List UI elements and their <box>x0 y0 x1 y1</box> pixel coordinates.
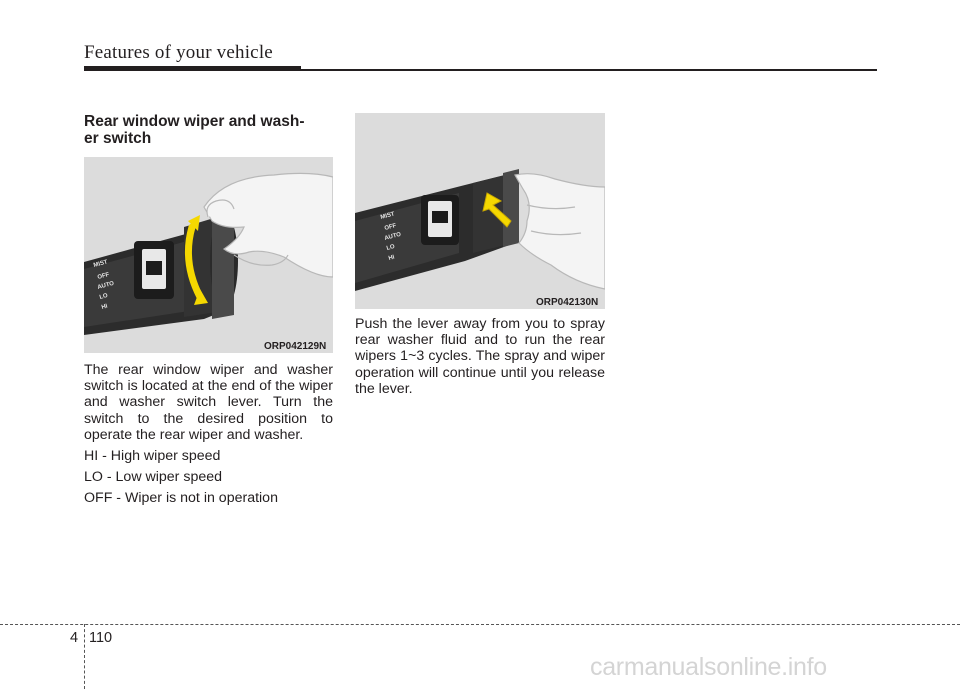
svg-text:AUTO: AUTO <box>96 280 115 291</box>
section-title <box>84 113 334 147</box>
wiper-lever-illustration <box>355 113 605 309</box>
figure-push-lever <box>355 113 605 309</box>
svg-text:MIST: MIST <box>92 259 109 269</box>
svg-text:OFF: OFF <box>96 272 111 281</box>
header-rule-thick <box>84 66 301 71</box>
svg-text:MIST: MIST <box>379 211 396 221</box>
svg-text:LO: LO <box>98 292 109 301</box>
svg-text:AUTO: AUTO <box>383 231 402 242</box>
watermark: carmanualsonline.info <box>590 653 827 681</box>
figure-code: ORP042129N <box>264 341 327 352</box>
svg-text:HI: HI <box>387 254 396 262</box>
wiper-lever-illustration <box>84 157 333 353</box>
list-item: HI - High wiper speed <box>84 448 221 464</box>
footer-divider <box>0 624 960 625</box>
figure-rotate-switch <box>84 157 333 353</box>
chapter-number: 4 <box>70 630 79 646</box>
right-paragraph: Push the lever away from you to spray rear washer fluid and to run the rear wipers 1~3 cycles. The spray and wiper operation will continue until you release the lever. <box>355 316 605 397</box>
figure-code: ORP042130N <box>536 297 599 308</box>
section-title-text: Rear window wiper and wash- er switch <box>84 113 305 147</box>
list-item: LO - Low wiper speed <box>84 469 223 485</box>
svg-text:HI: HI <box>100 303 109 311</box>
header-rule-thin <box>301 69 877 71</box>
page-number: 110 <box>89 630 113 646</box>
svg-text:LO: LO <box>385 243 396 252</box>
list-item: OFF - Wiper is not in operation <box>84 490 278 506</box>
header-title: Features of your vehicle <box>84 42 273 63</box>
svg-text:OFF: OFF <box>383 223 398 232</box>
left-paragraph: The rear window wiper and washer switch is located at the end of the wiper and washer switch lever. Turn the switch to the desired position to operate the rear wiper and washer. <box>84 362 333 443</box>
footer-vertical-divider <box>84 624 85 689</box>
